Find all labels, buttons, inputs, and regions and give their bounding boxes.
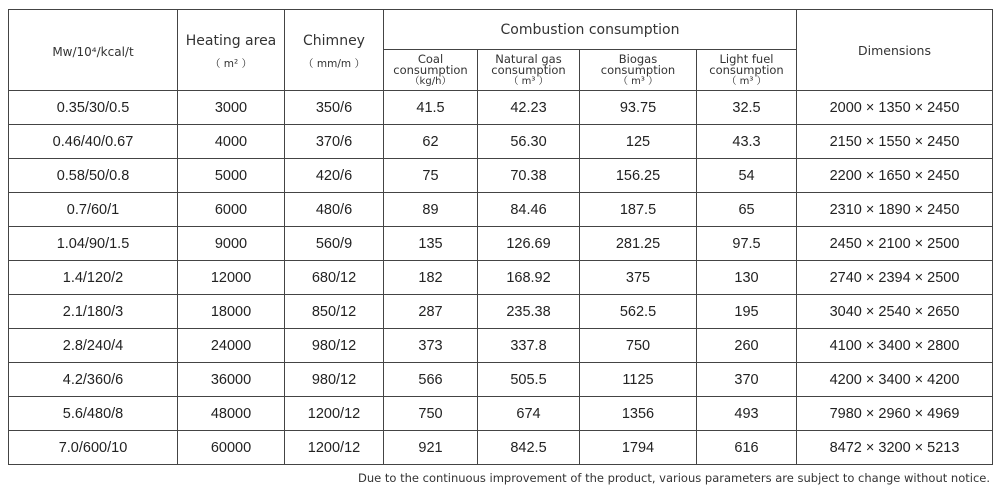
- coal-consumption-header: Coal consumption （kg/h）: [384, 50, 478, 91]
- heating-area-cell: 18000: [178, 295, 285, 329]
- heating-area-cell: 48000: [178, 397, 285, 431]
- biogas-cell: 125: [580, 125, 697, 159]
- natural-gas-cell: 56.30: [478, 125, 580, 159]
- natural-gas-cell: 42.23: [478, 91, 580, 125]
- biogas-cell: 187.5: [580, 193, 697, 227]
- light-fuel-cell: 65: [697, 193, 797, 227]
- natural-gas-cell: 842.5: [478, 431, 580, 465]
- heating-area-cell: 9000: [178, 227, 285, 261]
- light-fuel-consumption-header: Light fuel consumption （ m³ ）: [697, 50, 797, 91]
- chimney-cell: 1200/12: [285, 431, 384, 465]
- table-row: [9, 363, 993, 397]
- table-row: [9, 91, 993, 125]
- table-row: [9, 397, 993, 431]
- disclaimer-note: Due to the continuous improvement of the product, various parameters are subject to change without notice.: [358, 471, 990, 485]
- capacity-cell: 0.46/40/0.67: [9, 125, 178, 159]
- heating-area-cell: 60000: [178, 431, 285, 465]
- dimensions-cell: 2200 × 1650 × 2450: [797, 159, 993, 193]
- light-fuel-cell: 97.5: [697, 227, 797, 261]
- table-row: [9, 261, 993, 295]
- natural-gas-cell: 70.38: [478, 159, 580, 193]
- heating-area-cell: 4000: [178, 125, 285, 159]
- chimney-cell: 420/6: [285, 159, 384, 193]
- capacity-cell: 4.2/360/6: [9, 363, 178, 397]
- table-row: [9, 193, 993, 227]
- dimensions-cell: 4200 × 3400 × 4200: [797, 363, 993, 397]
- light-fuel-cell: 130: [697, 261, 797, 295]
- dimensions-cell: 3040 × 2540 × 2650: [797, 295, 993, 329]
- natural-gas-cell: 337.8: [478, 329, 580, 363]
- chimney-cell: 980/12: [285, 363, 384, 397]
- chimney-cell: 480/6: [285, 193, 384, 227]
- heating-area-cell: 12000: [178, 261, 285, 295]
- table-row: [9, 295, 993, 329]
- light-fuel-cell: 195: [697, 295, 797, 329]
- capacity-cell: 0.35/30/0.5: [9, 91, 178, 125]
- table-row: [9, 431, 993, 465]
- coal-cell: 62: [384, 125, 478, 159]
- coal-cell: 750: [384, 397, 478, 431]
- coal-cell: 135: [384, 227, 478, 261]
- chimney-cell: 350/6: [285, 91, 384, 125]
- natural-gas-cell: 168.92: [478, 261, 580, 295]
- chimney-cell: 1200/12: [285, 397, 384, 431]
- biogas-consumption-header: Biogas consumption （ m³ ）: [580, 50, 697, 91]
- dimensions-cell: 2150 × 1550 × 2450: [797, 125, 993, 159]
- capacity-cell: 0.58/50/0.8: [9, 159, 178, 193]
- biogas-cell: 562.5: [580, 295, 697, 329]
- light-fuel-cell: 493: [697, 397, 797, 431]
- table-header: [9, 10, 993, 91]
- capacity-cell: 2.8/240/4: [9, 329, 178, 363]
- coal-cell: 89: [384, 193, 478, 227]
- heating-area-cell: 36000: [178, 363, 285, 397]
- coal-cell: 75: [384, 159, 478, 193]
- coal-cell: 182: [384, 261, 478, 295]
- light-fuel-cell: 370: [697, 363, 797, 397]
- capacity-cell: 0.7/60/1: [9, 193, 178, 227]
- dimensions-header: Dimensions: [797, 10, 993, 91]
- table-row: [9, 159, 993, 193]
- heating-area-cell: 6000: [178, 193, 285, 227]
- chimney-cell: 680/12: [285, 261, 384, 295]
- coal-cell: 373: [384, 329, 478, 363]
- biogas-cell: 1356: [580, 397, 697, 431]
- chimney-header: Chimney （ mm/m ）: [285, 10, 384, 91]
- light-fuel-cell: 32.5: [697, 91, 797, 125]
- capacity-cell: 7.0/600/10: [9, 431, 178, 465]
- table-row: [9, 125, 993, 159]
- coal-cell: 41.5: [384, 91, 478, 125]
- coal-cell: 921: [384, 431, 478, 465]
- light-fuel-cell: 43.3: [697, 125, 797, 159]
- specification-table: [8, 9, 993, 465]
- biogas-cell: 1125: [580, 363, 697, 397]
- table-row: [9, 227, 993, 261]
- dimensions-cell: 2450 × 2100 × 2500: [797, 227, 993, 261]
- natural-gas-cell: 674: [478, 397, 580, 431]
- capacity-cell: 1.4/120/2: [9, 261, 178, 295]
- natural-gas-cell: 84.46: [478, 193, 580, 227]
- combustion-consumption-header: Combustion consumption: [384, 10, 797, 50]
- coal-cell: 287: [384, 295, 478, 329]
- light-fuel-cell: 260: [697, 329, 797, 363]
- biogas-cell: 93.75: [580, 91, 697, 125]
- capacity-cell: 5.6/480/8: [9, 397, 178, 431]
- dimensions-cell: 8472 × 3200 × 5213: [797, 431, 993, 465]
- biogas-cell: 281.25: [580, 227, 697, 261]
- chimney-cell: 370/6: [285, 125, 384, 159]
- biogas-cell: 156.25: [580, 159, 697, 193]
- chimney-cell: 980/12: [285, 329, 384, 363]
- capacity-cell: 2.1/180/3: [9, 295, 178, 329]
- natural-gas-cell: 505.5: [478, 363, 580, 397]
- dimensions-cell: 7980 × 2960 × 4969: [797, 397, 993, 431]
- heating-area-cell: 5000: [178, 159, 285, 193]
- natural-gas-cell: 235.38: [478, 295, 580, 329]
- dimensions-cell: 4100 × 3400 × 2800: [797, 329, 993, 363]
- coal-cell: 566: [384, 363, 478, 397]
- dimensions-cell: 2000 × 1350 × 2450: [797, 91, 993, 125]
- light-fuel-cell: 54: [697, 159, 797, 193]
- heating-area-cell: 3000: [178, 91, 285, 125]
- chimney-cell: 560/9: [285, 227, 384, 261]
- table-row: [9, 329, 993, 363]
- biogas-cell: 1794: [580, 431, 697, 465]
- table-body: [9, 91, 993, 465]
- heating-area-header: Heating area （ m² ）: [178, 10, 285, 91]
- heating-area-cell: 24000: [178, 329, 285, 363]
- light-fuel-cell: 616: [697, 431, 797, 465]
- biogas-cell: 750: [580, 329, 697, 363]
- dimensions-cell: 2740 × 2394 × 2500: [797, 261, 993, 295]
- capacity-header: Mw/10⁴/kcal/t: [9, 10, 178, 91]
- natural-gas-consumption-header: Natural gas consumption （ m³ ）: [478, 50, 580, 91]
- chimney-cell: 850/12: [285, 295, 384, 329]
- dimensions-cell: 2310 × 1890 × 2450: [797, 193, 993, 227]
- biogas-cell: 375: [580, 261, 697, 295]
- capacity-cell: 1.04/90/1.5: [9, 227, 178, 261]
- natural-gas-cell: 126.69: [478, 227, 580, 261]
